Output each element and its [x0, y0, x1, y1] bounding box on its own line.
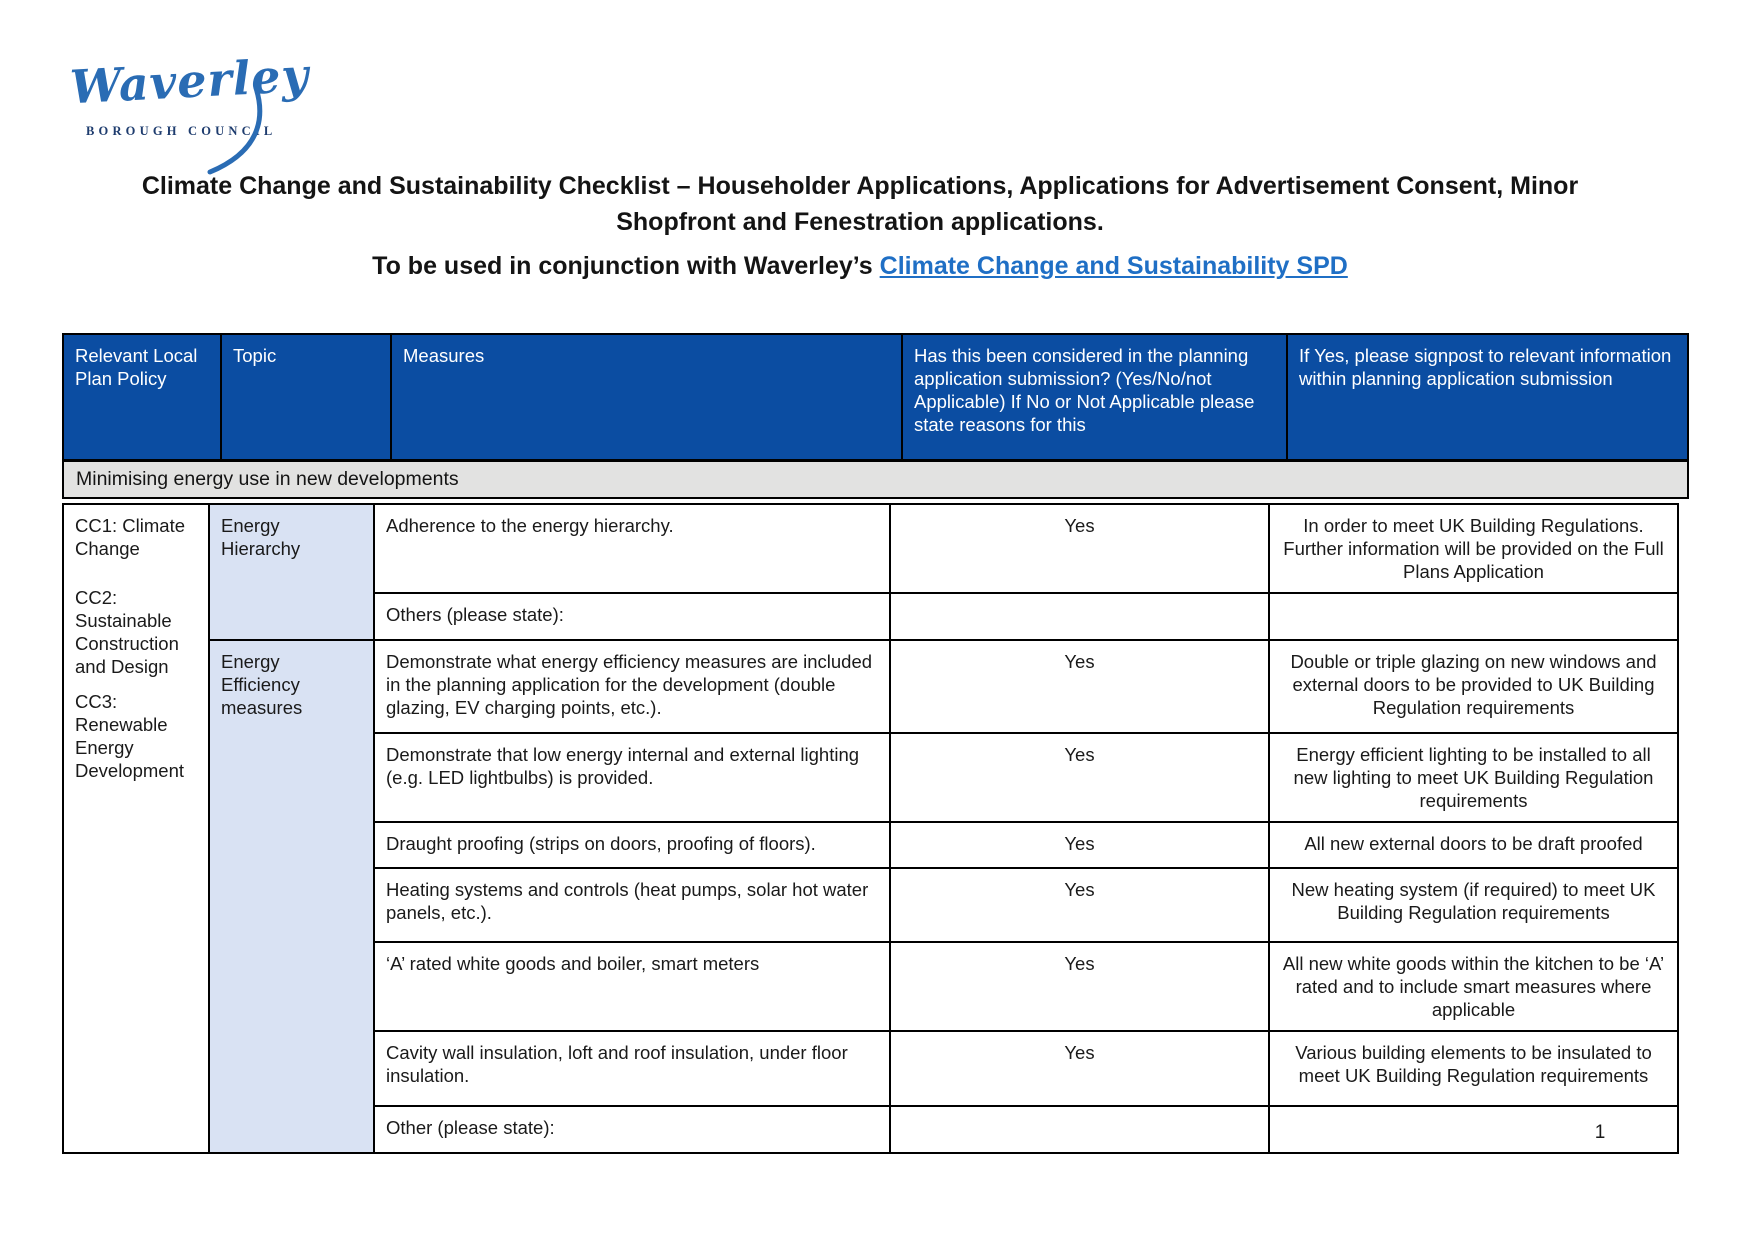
signpost-cell: Various building elements to be insulated to meet UK Building Regulation requirements: [1269, 1031, 1678, 1106]
logo-swoosh-icon: [206, 86, 268, 178]
considered-cell: [890, 593, 1269, 640]
signpost-cell: In order to meet UK Building Regulations. Further information will be provided on the Full Plans Application: [1269, 504, 1678, 593]
signpost-cell: Double or triple glazing on new windows and external doors to be provided to UK Building Regulation requirements: [1269, 640, 1678, 733]
considered-cell: [890, 1106, 1269, 1153]
signpost-cell: New heating system (if required) to meet UK Building Regulation requirements: [1269, 868, 1678, 942]
signpost-cell: All new external doors to be draft proofed: [1269, 822, 1678, 868]
topic-cell-energy-hierarchy: Energy Hierarchy: [209, 504, 374, 640]
logo-wordmark: Waverley: [68, 47, 311, 115]
policy-cell: [63, 504, 209, 1153]
signpost-cell: Energy efficient lighting to be installed to all new lighting to meet UK Building Regulation requirements: [1269, 733, 1678, 822]
measure-cell: ‘A’ rated white goods and boiler, smart meters: [374, 942, 890, 1031]
measure-cell: Demonstrate what energy efficiency measures are included in the planning application for the development (double glazing, EV charging points, etc.).: [374, 640, 890, 733]
checklist-header-table: [62, 333, 1689, 499]
page-title-line-2: Shopfront and Fenestration applications.: [616, 208, 1104, 236]
logo-borough-council-text: BOROUGH COUNCIL: [86, 124, 277, 138]
header-cell-topic: Topic: [221, 334, 391, 461]
measure-cell: Adherence to the energy hierarchy.: [374, 504, 890, 593]
header-row: [63, 334, 1688, 461]
measure-cell: Draught proofing (strips on doors, proofing of floors).: [374, 822, 890, 868]
section-title: Minimising energy use in new developments: [63, 461, 1688, 499]
considered-cell: Yes: [890, 640, 1269, 733]
waverley-logo: [68, 47, 311, 181]
page-number: 1: [1594, 1122, 1606, 1143]
considered-cell: Yes: [890, 942, 1269, 1031]
table-row: [63, 504, 1678, 593]
measure-cell: Demonstrate that low energy internal and external lighting (e.g. LED lightbulbs) is provided.: [374, 733, 890, 822]
topic-cell-energy-efficiency: Energy Efficiency measures: [209, 640, 374, 1153]
measure-cell: Heating systems and controls (heat pumps, solar hot water panels, etc.).: [374, 868, 890, 942]
section-row: [63, 461, 1688, 499]
considered-cell: Yes: [890, 868, 1269, 942]
checklist-body-table: [62, 503, 1679, 1154]
measure-cell: Other (please state):: [374, 1106, 890, 1153]
considered-cell: Yes: [890, 822, 1269, 868]
intro-prefix: To be used in conjunction with Waverley’s: [372, 252, 880, 280]
spd-hyperlink[interactable]: Climate Change and Sustainability SPD: [879, 252, 1348, 280]
policy-line: CC1: Climate Change: [75, 515, 185, 559]
page-title: [60, 168, 1660, 240]
measure-cell: Cavity wall insulation, loft and roof insulation, under floor insulation.: [374, 1031, 890, 1106]
header-cell-signpost: If Yes, please signpost to relevant information within planning application submission: [1287, 334, 1688, 461]
measure-cell: Others (please state):: [374, 593, 890, 640]
policy-line: CC2: Sustainable Construction and Design: [75, 587, 179, 677]
considered-cell: Yes: [890, 1031, 1269, 1106]
header-cell-measures: Measures: [391, 334, 902, 461]
header-cell-policy: Relevant Local Plan Policy: [63, 334, 221, 461]
header-cell-considered: Has this been considered in the planning application submission? (Yes/No/not Applicable) If No or Not Applicable please state reasons for this: [902, 334, 1287, 461]
signpost-cell: [1269, 593, 1678, 640]
policy-line: CC3: Renewable Energy Development: [75, 691, 185, 781]
page-title-line-1: Climate Change and Sustainability Checklist – Householder Applications, Applications for Advertisement Consent, Minor: [141, 172, 1579, 200]
considered-cell: Yes: [890, 504, 1269, 593]
table-row: [63, 640, 1678, 733]
intro-line: [60, 252, 1660, 281]
considered-cell: Yes: [890, 733, 1269, 822]
signpost-cell: All new white goods within the kitchen to be ‘A’ rated and to include smart measures where applicable: [1269, 942, 1678, 1031]
